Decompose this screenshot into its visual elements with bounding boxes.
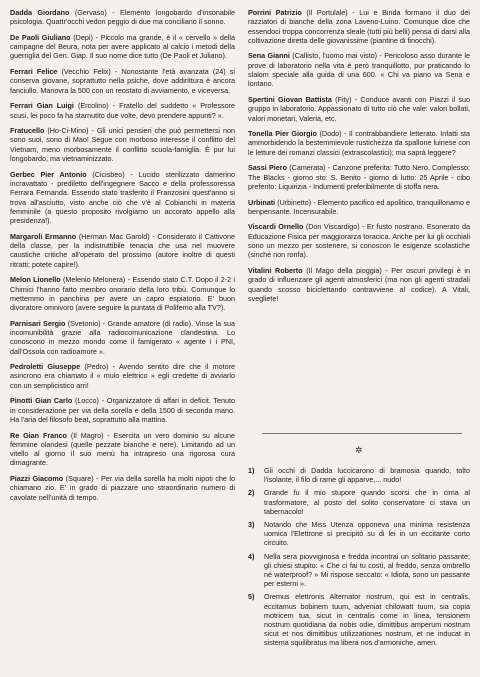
entry-name: Sena Gianni xyxy=(248,51,290,61)
entry-nickname: (Locco) xyxy=(74,396,99,406)
entry-description: - Organizzatore di affari in deficit. Tenuto in considerazione per via della sorella e della 1500 di seconda mano. Ha l'aria del filosofo beat, soprattutto alla mattina. xyxy=(10,396,236,424)
entry-nickname: (Melenio Melonera) xyxy=(63,275,126,285)
entry-name: De Paoli Giuliano xyxy=(10,32,71,42)
profile-entry xyxy=(248,129,470,157)
entry-description: - Essendo stato C.T. Dopo il 2-2 i Chimici l'hanno fatto membro onorario della loro tribù. Comunque lo mettemmo in panchina per avere un capro espiatorio. E' buon divoratore omnivoro (avere seguire la puntata di Polifemo alla TV?). xyxy=(10,275,236,313)
footnote-item xyxy=(248,520,470,548)
entry-name: Dadda Giordano xyxy=(10,8,70,17)
entry-nickname: (Gervaso) xyxy=(74,8,107,17)
entry-nickname: (Cicisbeo) xyxy=(92,169,125,179)
entry-name: Vitalini Roberto xyxy=(248,265,303,275)
entry-name: Fratucello xyxy=(10,126,45,136)
entry-name: Piazzi Giacomo xyxy=(10,474,64,484)
entry-description: - Conduce avanti con Piazzi il suo gruppo in laboratorio. Appassionato di tutto ciò che vale: valori bollati, valori monetari, Valeria, etc. xyxy=(248,94,470,123)
profile-entry xyxy=(10,101,235,120)
profile-entry xyxy=(248,266,470,303)
section-divider xyxy=(262,433,462,434)
entry-name: Gerbec Pier Antonio xyxy=(10,169,87,179)
profile-entry xyxy=(248,8,470,45)
entry-name: Sassi Piero xyxy=(248,163,287,173)
footnote-number: 1) xyxy=(248,466,255,475)
profile-entry xyxy=(10,8,235,27)
entry-description: - Grande amatore (di radio). Vinse la sua incomunibilità grazie alla radiocomunicazione clandestina. Lo conoscono in mezzo mondo come il famigerato « agente i i PNI, dall'Ossola con radioamore ». xyxy=(10,318,235,356)
entry-nickname: (Il Portulale) xyxy=(306,8,348,17)
entry-name: Ferrari Gian Luigi xyxy=(10,101,74,111)
entry-name: Melon Lionello xyxy=(10,275,61,285)
entry-nickname: (Vecchio Felix) xyxy=(61,67,111,77)
entry-name: Parnisari Sergio xyxy=(10,318,66,328)
entry-description: - Nonostante l'età avanzata (24) si conserva giovane, soprattutto nella psiche, dove addirittura è ancora fanciullo. Manovra la 500 con un reostato di avviamento, e viceversa. xyxy=(10,67,235,95)
entry-name: Re Gian Franco xyxy=(10,430,67,440)
left-column xyxy=(10,8,235,508)
entry-description: - Er fusto nostrano. Esonerato da Educazione Fisica per maggiorarza toracica. Anche per lui gli occhiali sono un mezzo per sostenere, si conoscon le esigenze scolastiche (sinché non ronfa). xyxy=(248,222,471,260)
entry-description: - Elemento pacifico ed apolitico, tranquillonamo e benpensante. Incensurabile. xyxy=(248,197,470,216)
footnote-item xyxy=(248,488,470,516)
entry-description: - Per via della sorella ha molti nipoti che lo chiamano zio. E' in grado di piazzare uno straordinario numero di cavolate nell'unità di tempo. xyxy=(10,474,235,502)
entry-nickname: (Camerata) xyxy=(289,163,326,173)
footnote-number: 4) xyxy=(248,551,255,561)
entry-nickname: (Svetonio) xyxy=(67,318,101,328)
entry-description: - Canzone preferita: Tutto Nero. Complesso: The Blacks - giorno sto: S. Benito - giorno di lutto: 25 Aprile - cibo preferito: Liquirizia - Indumenti preferibilmente di stoffa nera. xyxy=(248,163,470,191)
entry-nickname: (Pedro) xyxy=(84,362,109,372)
entry-description: - Il contrabbandiere letterato. Infatti sta ammorbidendo la bestemmievole rusticheżza da spallone luinese con le letture dei romanzi classici (extrascolastici); ma saprà leggere? xyxy=(248,129,470,157)
entry-description: - Piccolo ma grande, è il « cervello » della campagne del Beura, nota per avere applicato al calcio i metodi della guerriglia del Gen. Giap. Il suo nome dice tutto (De Paoli et Juliano). xyxy=(10,32,236,61)
entry-name: Spertini Giovan Battista xyxy=(248,94,332,104)
footnote-number: 5) xyxy=(248,592,255,602)
entry-nickname: (Dodo) xyxy=(319,129,342,139)
profile-entry xyxy=(248,51,470,88)
entry-description: - Pericoloso asso durante le prove di laboratorio nella vita è però tranquillotto, pur praticando lo slalom speciale alla guida di una 600. « Chi va piano va Sena e lontano. xyxy=(248,51,471,89)
entry-nickname: (Urbinetto) xyxy=(277,197,312,207)
entry-nickname: (Ho-Ci-Mino) xyxy=(47,126,89,136)
entry-nickname: (Ercolino) xyxy=(77,101,109,111)
entry-nickname: (Fity) xyxy=(335,94,352,104)
profile-entry xyxy=(10,319,235,356)
entry-nickname: (Don Viscardigo) xyxy=(305,222,360,232)
footnote-item xyxy=(248,592,470,647)
entry-description: - Considerato il Cattivone della classe, per la indistruttibile tenacia che usa nel muovere caustiche critiche all'operato del prossimo (autore inoltre di questi ritratti; potete capire!). xyxy=(10,231,236,269)
entry-description: - Gli unici pensieri che può permettersi non sono suoi, sono di Mao! Segue con morboso interesse il conflitto del Vietnam, meno morbosamente il conflitto scuola-famiglia. È pur lui longobardo, ma vietnaminizzato. xyxy=(10,126,235,164)
profile-entry xyxy=(10,275,235,312)
profile-entry xyxy=(10,33,235,61)
entry-description: - Elemento longobardo d'insonabile psicologia. Quattr'occhi vedon peggio di due ma conciliano il sonno. xyxy=(10,8,235,27)
footnote-item xyxy=(248,552,470,589)
footnote-text: Nella sera piovviginosa e fredda incontrai un solitario passante; gli chiesi stupito: « Che ci fai tu costì, al freddo, senza ombrello né waterproof? » Mi rispose seccato: « Idiota, sono un passante per esterni ». xyxy=(264,551,470,589)
profile-entry xyxy=(10,474,235,502)
profile-entry xyxy=(10,431,235,468)
entry-name: Pedroletti Giuseppe xyxy=(10,362,81,372)
entry-name: Porrini Patrizio xyxy=(248,8,302,17)
footnote-text: Notando che Miss Utenza opponeva una minima resistenza uomica l'Elettrone si precipitò su di lei in un eccitante corto circuito. xyxy=(264,520,470,548)
entry-name: Pinotti Gian Carlo xyxy=(10,396,73,406)
footnote-item xyxy=(248,466,470,484)
entry-name: Margaroli Ermanno xyxy=(10,231,77,241)
entry-nickname: (Callisto, l'uomo mai visto) xyxy=(292,51,378,61)
right-column xyxy=(248,8,470,309)
profile-entry xyxy=(248,222,470,259)
entry-description: - Fratello del suddetto « Professore scusi, lei poco fa ha starnutito due volte, devo prendere appunti? ». xyxy=(10,101,235,120)
profile-entry xyxy=(10,67,235,95)
footnote-number: 3) xyxy=(248,520,255,530)
profile-entry xyxy=(10,170,235,226)
entry-description: - Lui e Binda formano il duo dei razziatori di bianche della zona Laveno-Luino. Comunque dice che essendoci troppa concorrenza sleale (tutti più belli) pensa di darsi alla coltivazione diretta delle giovanissime (piantine di finocchi). xyxy=(248,8,471,45)
separator-ornament: ✲ xyxy=(355,445,363,455)
entry-description: - Lucido sterilizzato damerino incravattato - prediletto dell'ingegnere Sacco e della professoressa Ferrara Fernanda. Essendo stato trasferito il Franzosini quest'anno si trova all'asciutto, visto anche ciò che v'è al Cobianchi in materia femminile (a questo proposito rivolgiamo un accorato appello alla presidenza!). xyxy=(10,169,235,226)
entry-description: - Esercita un vero dominio su alcune femmine olandesi (quelle pezzate bianche e nere). Limitando ad un vitello al giorno il suo menù ha intrapreso una rigorosa cura dimagrante. xyxy=(10,430,236,468)
profile-entry xyxy=(248,198,470,217)
entry-description: - Avendo sentito dire che il motore asincrono era chiamato il « mulo elettrico » egli credette di avviarlo con un semplicistico arri! xyxy=(10,362,235,390)
footnotes xyxy=(248,466,470,652)
entry-name: Tonella Pier Giorgio xyxy=(248,129,317,139)
footnote-text: Oremus elettronis Alternator nostrum, qui est in centralis, eccitamus bobinem tuum, adveniat chilowatt tuum, sia copia motricem tua, sicut in centralis come in linea, tensionem nostrum quotidiana da nobis odie, dimittibus amperum nostrum sicut et nos dimittibus utilizzationes nostrum, et ne inducat in sistema squilibratus ma libera nos d'armoniche, amen. xyxy=(264,592,470,648)
footnote-number: 2) xyxy=(248,488,255,498)
entry-nickname: (Il Mago della pioggia) xyxy=(306,265,382,275)
entry-nickname: (Il Magro) xyxy=(70,430,104,440)
footnote-text: Grande fu il mio stupore quando scorsi che in cima al trasformatore, al posto del solito conservatore ci stava un tabernacolo! xyxy=(264,488,470,516)
footnote-text: Gli occhi di Dadda luccicarono di bramosia quando, tolto l'isolante, il filo di rame gli apparve,... nudo! xyxy=(264,466,470,485)
entry-nickname: (Square) xyxy=(65,474,94,484)
profile-entry xyxy=(10,362,235,390)
entry-name: Ferrari Felice xyxy=(10,67,58,77)
profile-entry xyxy=(10,232,235,269)
profile-entry xyxy=(248,163,470,191)
profile-entry xyxy=(10,126,235,163)
entry-name: Urbinati xyxy=(248,197,276,207)
profile-entry xyxy=(10,396,235,424)
entry-description: - Per oscuri privilegi è in grado di influenzare gli agenti atmosferici (ma non gli agenti stradali quando scosso biciclettando contravviene al codice). A Vitali, svegliete! xyxy=(248,265,471,303)
entry-nickname: (Depi) xyxy=(73,32,93,42)
entry-nickname: (Herman Mac Garold) xyxy=(78,231,150,241)
profile-entry xyxy=(248,95,470,123)
entry-name: Viscardi Ornello xyxy=(248,222,304,232)
